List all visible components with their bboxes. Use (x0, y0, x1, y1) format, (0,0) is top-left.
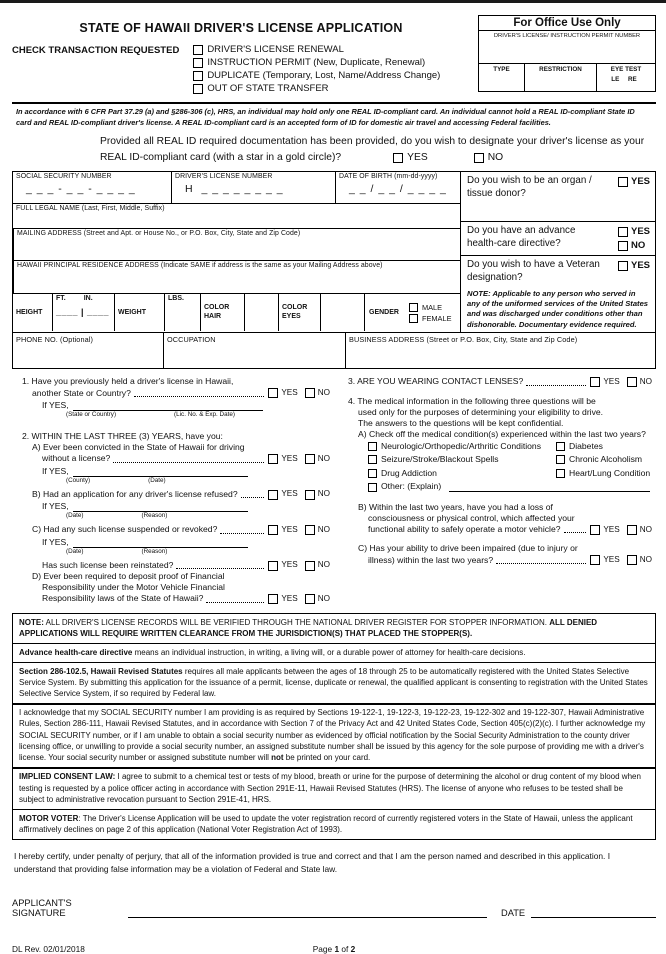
condition-seizure[interactable]: Seizure/Stroke/Blackout Spells (368, 454, 556, 465)
organ-donor-yes[interactable]: YES (618, 176, 650, 187)
eye-le-label: LE (611, 76, 620, 83)
condition-drug-addiction[interactable]: Drug Addiction (368, 468, 556, 479)
gender-label: GENDER (369, 309, 399, 317)
form-title: STATE OF HAWAII DRIVER'S LICENSE APPLICATION (79, 21, 403, 35)
q1-no-checkbox[interactable] (305, 388, 315, 398)
full-legal-name-field[interactable]: FULL LEGAL NAME (Last, First, Middle, Suffix) (13, 204, 460, 229)
leader (241, 497, 265, 498)
office-eyetest-cell: EYE TEST LE RE (610, 66, 642, 83)
phone-field[interactable]: PHONE NO. (Optional) (16, 335, 94, 345)
q4b-yes-checkbox[interactable] (590, 525, 600, 535)
office-use-title: For Office Use Only (479, 16, 655, 31)
renewal-checkbox[interactable] (193, 45, 203, 55)
q1-if-yes-line[interactable]: If YES, (22, 400, 334, 411)
q2c-yes-checkbox[interactable] (268, 525, 278, 535)
office-restriction-cell: RESTRICTION (525, 64, 597, 91)
option-instruction-permit[interactable]: INSTRUCTION PERMIT (New, Duplicate, Renewal) (193, 57, 440, 68)
organ-donor-question: Do you wish to be an organ / tissue donor? YES (461, 172, 655, 222)
accordance-note: In accordance with 6 CFR Part 37.29 (a) and §286-306 (c), HRS, an individual may hold only one REAL ID-compliant card. An individual cannot hold a REAL ID-compliant State ID card and REAL ID-compliant driver's license. A REAL ID-compliant card is an accepted form of ID for domestic air travel and accessing Federal facilities. (16, 107, 635, 127)
veteran-designation-question: Do you wish to have a Veteran designation? YES NOTE: Applicable to any person who served in any of the uniformed services of the United States and was discharged under conditions other than dishonorable. Documentary evidence required. (467, 259, 650, 329)
question-2: 2. WITHIN THE LAST THREE (3) YEARS, have you: (22, 431, 223, 442)
signature-line[interactable] (128, 907, 487, 918)
height-input[interactable]: FT. IN. ____ | ____ (53, 294, 115, 331)
leader (220, 533, 264, 534)
question-4: 4. The medical information in the following three questions will be (348, 395, 596, 406)
q2a-no-checkbox[interactable] (305, 454, 315, 464)
advance-directive-no-checkbox[interactable] (618, 241, 628, 251)
real-id-no-checkbox[interactable] (474, 153, 484, 163)
male-checkbox[interactable] (409, 303, 418, 312)
chronic-alcoholism-checkbox[interactable] (556, 455, 565, 464)
out-of-state-checkbox[interactable] (193, 84, 203, 94)
advance-directive-question: Do you have an advance health-care directive? YES NO (461, 222, 655, 256)
eye-re-label: RE (627, 76, 637, 83)
veteran-yes[interactable]: YES (618, 260, 650, 271)
condition-neurologic[interactable]: Neurologic/Orthopedic/Arthritic Conditions (368, 441, 556, 452)
dob-blanks[interactable]: _ _ / _ _ / _ _ _ _ (349, 183, 447, 196)
other-checkbox[interactable] (368, 483, 377, 492)
color-eyes-label: COLOR EYES (279, 294, 321, 331)
question-4c: C) Has your ability to drive been impaired (due to injury or (358, 543, 578, 554)
question-4a: A) Check off the medical condition(s) experienced within the last two years? (358, 429, 646, 440)
veteran-note: NOTE: Applicable to any person who served in any of the uniformed services of the United States and was discharged under conditions other than dishonorable. Documentary evidence required. (467, 288, 649, 329)
q3-yes-checkbox[interactable] (590, 377, 600, 387)
color-eyes-input[interactable] (321, 294, 365, 331)
mailing-address-field[interactable]: MAILING ADDRESS (Street and Apt. or House No., or P.O. Box, City, State and Zip Code) (13, 229, 460, 261)
seizure-checkbox[interactable] (368, 455, 377, 464)
date-line[interactable] (531, 907, 656, 918)
ssn-field[interactable]: SOCIAL SECURITY NUMBER _ _ _ - _ _ - _ _ _ _ (13, 172, 171, 203)
q2d-yes-checkbox[interactable] (268, 594, 278, 604)
advance-directive-no[interactable]: NO (618, 240, 650, 251)
certification-statement: I hereby certify, under penalty of perjury, that all of the information provided is true and correct and that I am the person named and described in this application. I understand that providing false information may be a violation of Federal and State law. (14, 851, 611, 874)
real-id-no[interactable]: NO (474, 150, 503, 165)
question-4b: B) Within the last two years, have you had a loss of (358, 501, 553, 512)
real-id-yes-checkbox[interactable] (393, 153, 403, 163)
diabetes-checkbox[interactable] (556, 442, 565, 451)
drug-addiction-checkbox[interactable] (368, 469, 377, 478)
page-indicator: Page 1 of 2 (312, 943, 356, 954)
legal-notices (12, 613, 656, 841)
veteran-yes-checkbox[interactable] (618, 261, 628, 271)
heart-lung-checkbox[interactable] (556, 469, 565, 478)
ssn-acknowledgement-box: I acknowledge that my SOCIAL SECURITY number I am providing is as required by Sections 19-122-1, 19-122-3, 19-122-23, 19-122-302 and 19-122-307, Hawaii Administrative Rules, Section 286-111, Hawaii Revised Statutes, and in accordance with Section 7 of the Privacy Act and 42 United States Code, Section 405(c)(2)(c). I further acknowledge my SOCIAL SECURITY number, or if I am unable to obtain a social security number as evidenced by official notification by the Social Security Administration to the county driver licensing office, or unwilling to provide a social security number, an assigned substitute number shall be issued by this agency for the sole purpose of providing me with a driver's license. Your social security number or assigned substitute number will not be printed on your card. (12, 703, 656, 769)
questions-left-column: 1. Have you previously held a driver's license in Hawaii, another State or Country? YES NO If YES, (State or Country) (Lic. No. & Exp. Date) 2. WITHIN THE LAST THREE (3) YEARS, have you: A) Ever been convicted in the State of Hawaii for driving without a license? YES NO If YES, (County) (Date) B) Had an application for any driver's license refused? YES NO If YES, (Date) (Reason) C) Had any such license suspended or revoked? YES NO If YES, (Date) (Reason) Has such license been reinstated? YES NO D) Ever been required to deposit proof of Financial Responsibility under the Motor Vehicle Financial Responsibility laws of the State of Hawaii? YES NO (12, 376, 334, 604)
q2b-if-yes-line[interactable]: If YES, (22, 501, 334, 512)
q1-if-yes-blank[interactable] (73, 402, 263, 411)
gender-cell (365, 294, 460, 331)
dl-prefix: H (185, 183, 194, 196)
footer (12, 944, 656, 954)
applicant-info-table (12, 171, 656, 369)
phone-occupation-row (13, 332, 655, 368)
date-of-birth-field[interactable]: DATE OF BIRTH (mm-dd-yyyy) _ _ / _ _ / _ _ _ _ (335, 172, 460, 203)
instruction-permit-checkbox[interactable] (193, 58, 203, 68)
condition-other[interactable]: Other: (Explain) (348, 481, 656, 492)
neurologic-checkbox[interactable] (368, 442, 377, 451)
header (12, 15, 656, 96)
dl-blanks[interactable]: _ _ _ _ _ _ _ _ (201, 183, 284, 196)
ssn-blanks[interactable]: _ _ _ - _ _ - _ _ _ _ (26, 183, 136, 196)
leader (206, 602, 264, 603)
question-3: 3. ARE YOU WEARING CONTACT LENSES? (348, 376, 524, 387)
female-checkbox[interactable] (409, 314, 418, 323)
advance-directive-definition-box: Advance health-care directive means an individual instruction, in writing, a living will, or a durable power of attorney for health-care decisions. (12, 643, 656, 663)
q2c2-no-checkbox[interactable] (305, 561, 315, 571)
residence-address-field[interactable]: HAWAII PRINCIPAL RESIDENCE ADDRESS (Indicate SAME if address is the same as your Mailing Address above) (13, 261, 460, 294)
real-id-question: Provided all REAL ID required documentation has been provided, do you wish to designate your driver's license as your REAL ID-compliant card (with a star in a gold circle)? YES NO (16, 128, 652, 171)
q4b-no-checkbox[interactable] (627, 525, 637, 535)
motor-voter-box: MOTOR VOTER: The Driver's License Application will be used to update the voter registration record of currently registered voters in the State of Hawaii, unless the applicant affirmatively declines on page 2 of this application (National Voter Registration Act of 1993). (12, 809, 656, 841)
leader (176, 568, 264, 569)
q2c-if-yes-blank[interactable] (73, 539, 248, 548)
q2b-if-yes-blank[interactable] (73, 503, 248, 512)
q2c-no-checkbox[interactable] (305, 525, 315, 535)
leader (134, 396, 264, 397)
signature-row (12, 898, 656, 918)
yes-no-questions-column (460, 172, 655, 332)
weight-input[interactable]: LBS. (165, 294, 201, 331)
gender-male-option[interactable]: MALE (409, 303, 452, 312)
real-id-intro (12, 102, 656, 171)
leader (496, 563, 586, 564)
question-1: 1. Have you previously held a driver's license in Hawaii, (22, 376, 234, 387)
condition-chronic-alcoholism[interactable]: Chronic Alcoholism (556, 454, 656, 465)
questions-section (12, 376, 656, 604)
q2b-no-checkbox[interactable] (305, 490, 315, 500)
q2a-if-yes-line[interactable]: If YES, (22, 466, 334, 477)
advance-directive-yes-checkbox[interactable] (618, 227, 628, 237)
real-id-yes[interactable]: YES (393, 150, 428, 165)
physical-description-row (13, 294, 460, 331)
revision-label: DL Rev. 02/01/2018 (12, 943, 85, 954)
application-form-page (0, 3, 666, 954)
q2c2-yes-checkbox[interactable] (268, 561, 278, 571)
leader (526, 385, 586, 386)
leader (564, 532, 587, 533)
option-out-of-state-transfer[interactable]: OUT OF STATE TRANSFER (193, 83, 440, 94)
condition-heart-lung[interactable]: Heart/Lung Condition (556, 468, 656, 479)
selective-service-box: Section 286-102.5, Hawaii Revised Statutes requires all male applicants between the ages of 18 through 25 to be automatically registered with the United States Selective Service System. By submitting this application for the issuance of a permit, license, duplicate or renewal, the qualified applicant is consenting to registration with the United States Selective Service System, if so required by Federal law. (12, 662, 656, 705)
advance-directive-yes[interactable]: YES (618, 226, 650, 237)
transaction-options (193, 44, 440, 96)
weight-label: WEIGHT (115, 294, 165, 331)
drivers-license-number-field[interactable]: DRIVER'S LICENSE NUMBER H _ _ _ _ _ _ _ _ (171, 172, 335, 203)
q4c-yes-checkbox[interactable] (590, 555, 600, 565)
condition-diabetes[interactable]: Diabetes (556, 441, 656, 452)
color-hair-label: COLOR HAIR (201, 294, 245, 331)
business-address-field[interactable]: BUSINESS ADDRESS (Street or P.O. Box, City, State and Zip Code) (345, 333, 655, 368)
questions-right-column: 3. ARE YOU WEARING CONTACT LENSES? YES NO 4. The medical information in the following three questions will be used only for the purposes of determining your eligibility to drive. The answers to the questions will be kept confidential. A) Check off the medical condition(s) experienced within the last two years? Neurologic/Orthopedic/Arthritic Conditions Seizure/Stroke/Blackout Spells Drug Addiction Diabetes Chronic Alcoholism Heart/Lung Condition Other: (Explain) B) Within the last two years, have you had a loss of consciousness or physical control, which affected your functional ability to safely operate a motor vehicle? YES NO C) Has your ability to drive been impaired (due to injury or illness) within the last two years? YES NO (334, 376, 656, 604)
q2a-yes-checkbox[interactable] (268, 454, 278, 464)
leader (113, 462, 264, 463)
date-label: DATE (501, 907, 526, 918)
option-drivers-license-renewal[interactable]: DRIVER'S LICENSE RENEWAL (193, 44, 440, 55)
signature-label: APPLICANT'S SIGNATURE (12, 897, 72, 918)
office-use-box (478, 15, 656, 92)
q3-no-checkbox[interactable] (627, 377, 637, 387)
option-duplicate[interactable]: DUPLICATE (Temporary, Lost, Name/Address Change) (193, 70, 440, 81)
transaction-section (12, 44, 470, 96)
height-label: HEIGHT (13, 294, 53, 331)
implied-consent-box: IMPLIED CONSENT LAW: I agree to submit to a chemical test or tests of my blood, breath or urine for the purpose of determining the alcohol or drug content of my blood when testing is requested by a police officer acting in accordance with Section 291E-11, Hawaii Revised Statutes (HRS). The license of anyone who refuses to be tested shall be subject to administrative revocation pursuant to Section 291E-41, HRS. (12, 767, 656, 810)
color-hair-input[interactable] (245, 294, 279, 331)
medical-conditions-checklist (348, 441, 656, 481)
q1-yes-checkbox[interactable] (268, 388, 278, 398)
q2b-yes-checkbox[interactable] (268, 490, 278, 500)
occupation-field[interactable]: OCCUPATION (163, 333, 345, 368)
ndr-note-box: NOTE: ALL DRIVER'S LICENSE RECORDS WILL BE VERIFIED THROUGH THE NATIONAL DRIVER REGISTER FOR STOPPER INFORMATION. ALL DENIED APPLICATIONS WILL REQUIRE WRITTEN CLEARANCE FROM THE JURISDICTION(S) THAT PLACED THE STOPPER(S). (12, 613, 656, 645)
organ-donor-yes-checkbox[interactable] (618, 177, 628, 187)
q4c-no-checkbox[interactable] (627, 555, 637, 565)
office-type-cell: TYPE (479, 64, 525, 91)
gender-female-option[interactable]: FEMALE (409, 314, 452, 323)
q2d-no-checkbox[interactable] (305, 594, 315, 604)
duplicate-checkbox[interactable] (193, 71, 203, 81)
transaction-label: CHECK TRANSACTION REQUESTED (12, 45, 180, 56)
q2a-if-yes-blank[interactable] (73, 468, 248, 477)
other-explain-blank[interactable] (449, 483, 650, 492)
permit-number-label: DRIVER'S LICENSE/ INSTRUCTION PERMIT NUMBER (493, 33, 641, 39)
q2c-if-yes-line[interactable]: If YES, (22, 537, 334, 548)
